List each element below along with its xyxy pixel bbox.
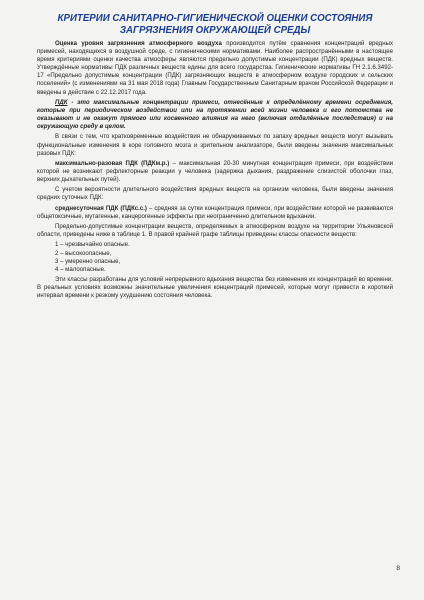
- list-item: 2 – высокоопасные,: [55, 249, 112, 257]
- paragraph: [37, 40, 393, 97]
- text-run: - это максимальные концентрации примеси, отнесённые к определённому времени осреднения, которые при периодическом воздействии или на протяжении всей жизни человека и его потомства не оказывают и не окажут прямого или косвенного влияния на него (включая отдалённые последствия) и на окружающую среду в целом.: [37, 98, 393, 131]
- definition-paragraph: [37, 99, 393, 131]
- page-title: [37, 13, 393, 37]
- paragraph: [37, 205, 393, 221]
- text-run: – средняя за сутки концентрация примеси, при воздействии которой не развиваются общетоксичные, мутагенные, канцерогенные эффекты при неограниченно длительном вдыхании.: [37, 204, 393, 220]
- paragraph: [37, 160, 393, 184]
- page-number: 8: [396, 565, 400, 572]
- text-run: В связи с тем, что кратковременные воздействия не обнаруживаемых по запаху вредных веществ могут вызывать функциональные изменения в коре головного мозга и зрительном анализаторе, были введены значения максимальных разовых ПДК:: [37, 133, 393, 157]
- page-title-line-1: КРИТЕРИИ САНИТАРНО-ГИГИЕНИЧЕСКОЙ ОЦЕНКИ СОСТОЯНИЯ: [57, 13, 373, 24]
- list-item: 3 – умеренно опасные,: [55, 257, 121, 265]
- text-run: ПДК: [55, 98, 68, 106]
- text-run: среднесуточная ПДК (ПДКс.с.): [55, 204, 147, 212]
- paragraph-spacer: [37, 300, 393, 302]
- page-title-line-2: ЗАГРЯЗНЕНИЯ ОКРУЖАЮЩЕЙ СРЕДЫ: [119, 25, 311, 36]
- paragraph: [37, 223, 393, 239]
- text-run: производится путём сравнения концентраций вредных примесей, находящихся в воздушной среде, с гигиеническими нормативами. Наиболее распространёнными в настоящее время критериями оценки качества атмосферы являются предельно допустимые концентрации (ПДК) вредных веществ. Утверждённые нормативы ПДК различных веществ едины для всего государства. Гигиенические нормативы ГН 2.1.6.3492-17 «Предельно допустимые концентрации (ПДК) загрязняющих веществ в атмосферном воздухе городских и сельских поселений» (с изменениями на 31 мая 2018 года) Главным Государственным Санитарным врачом Российской Федерации и введены в действие с 22.12.2017 года.: [37, 40, 393, 96]
- hazard-class-list: [37, 241, 393, 273]
- text-run: Эти классы разработаны для условий непрерывного вдыхания вещества без изменения их концентраций во времени. В реальных условиях возможны значительные увеличения концентраций примесей, которые могут привести в короткий интервал времени к резкому ухудшению состояния человека.: [37, 276, 393, 300]
- list-item: 4 – малоопасные.: [55, 265, 106, 273]
- document-body: [37, 40, 393, 303]
- paragraph: [37, 276, 393, 300]
- text-run: Оценка уровня загрязнения атмосферного воздуха: [55, 40, 222, 47]
- text-run: максимально-разовая ПДК (ПДКм.р.): [55, 159, 170, 167]
- list-item: 1 – чрезвычайно опасные.: [55, 241, 130, 249]
- paragraph: [37, 133, 393, 157]
- text-run: – максимальная 20-30 минутная концентрация примеси, при воздействии которой не возникают рефлекторные реакции у человека (задержка дыхания, раздражение слизистой оболочки глаз, верхних дыхательных путей).: [37, 159, 394, 184]
- text-run: Предельно-допустимые концентрации веществ, определяемых в атмосферном воздухе на территории Ульяновской области, приведены ниже в таблице 1. В правой крайней графе таблицы приведены классы опасности веществ:: [37, 223, 393, 239]
- text-run: С учетом вероятности длительного воздействия вредных веществ на организм человека, были введены значения средних суточных ПДК:: [37, 186, 393, 202]
- paragraph: [37, 186, 393, 202]
